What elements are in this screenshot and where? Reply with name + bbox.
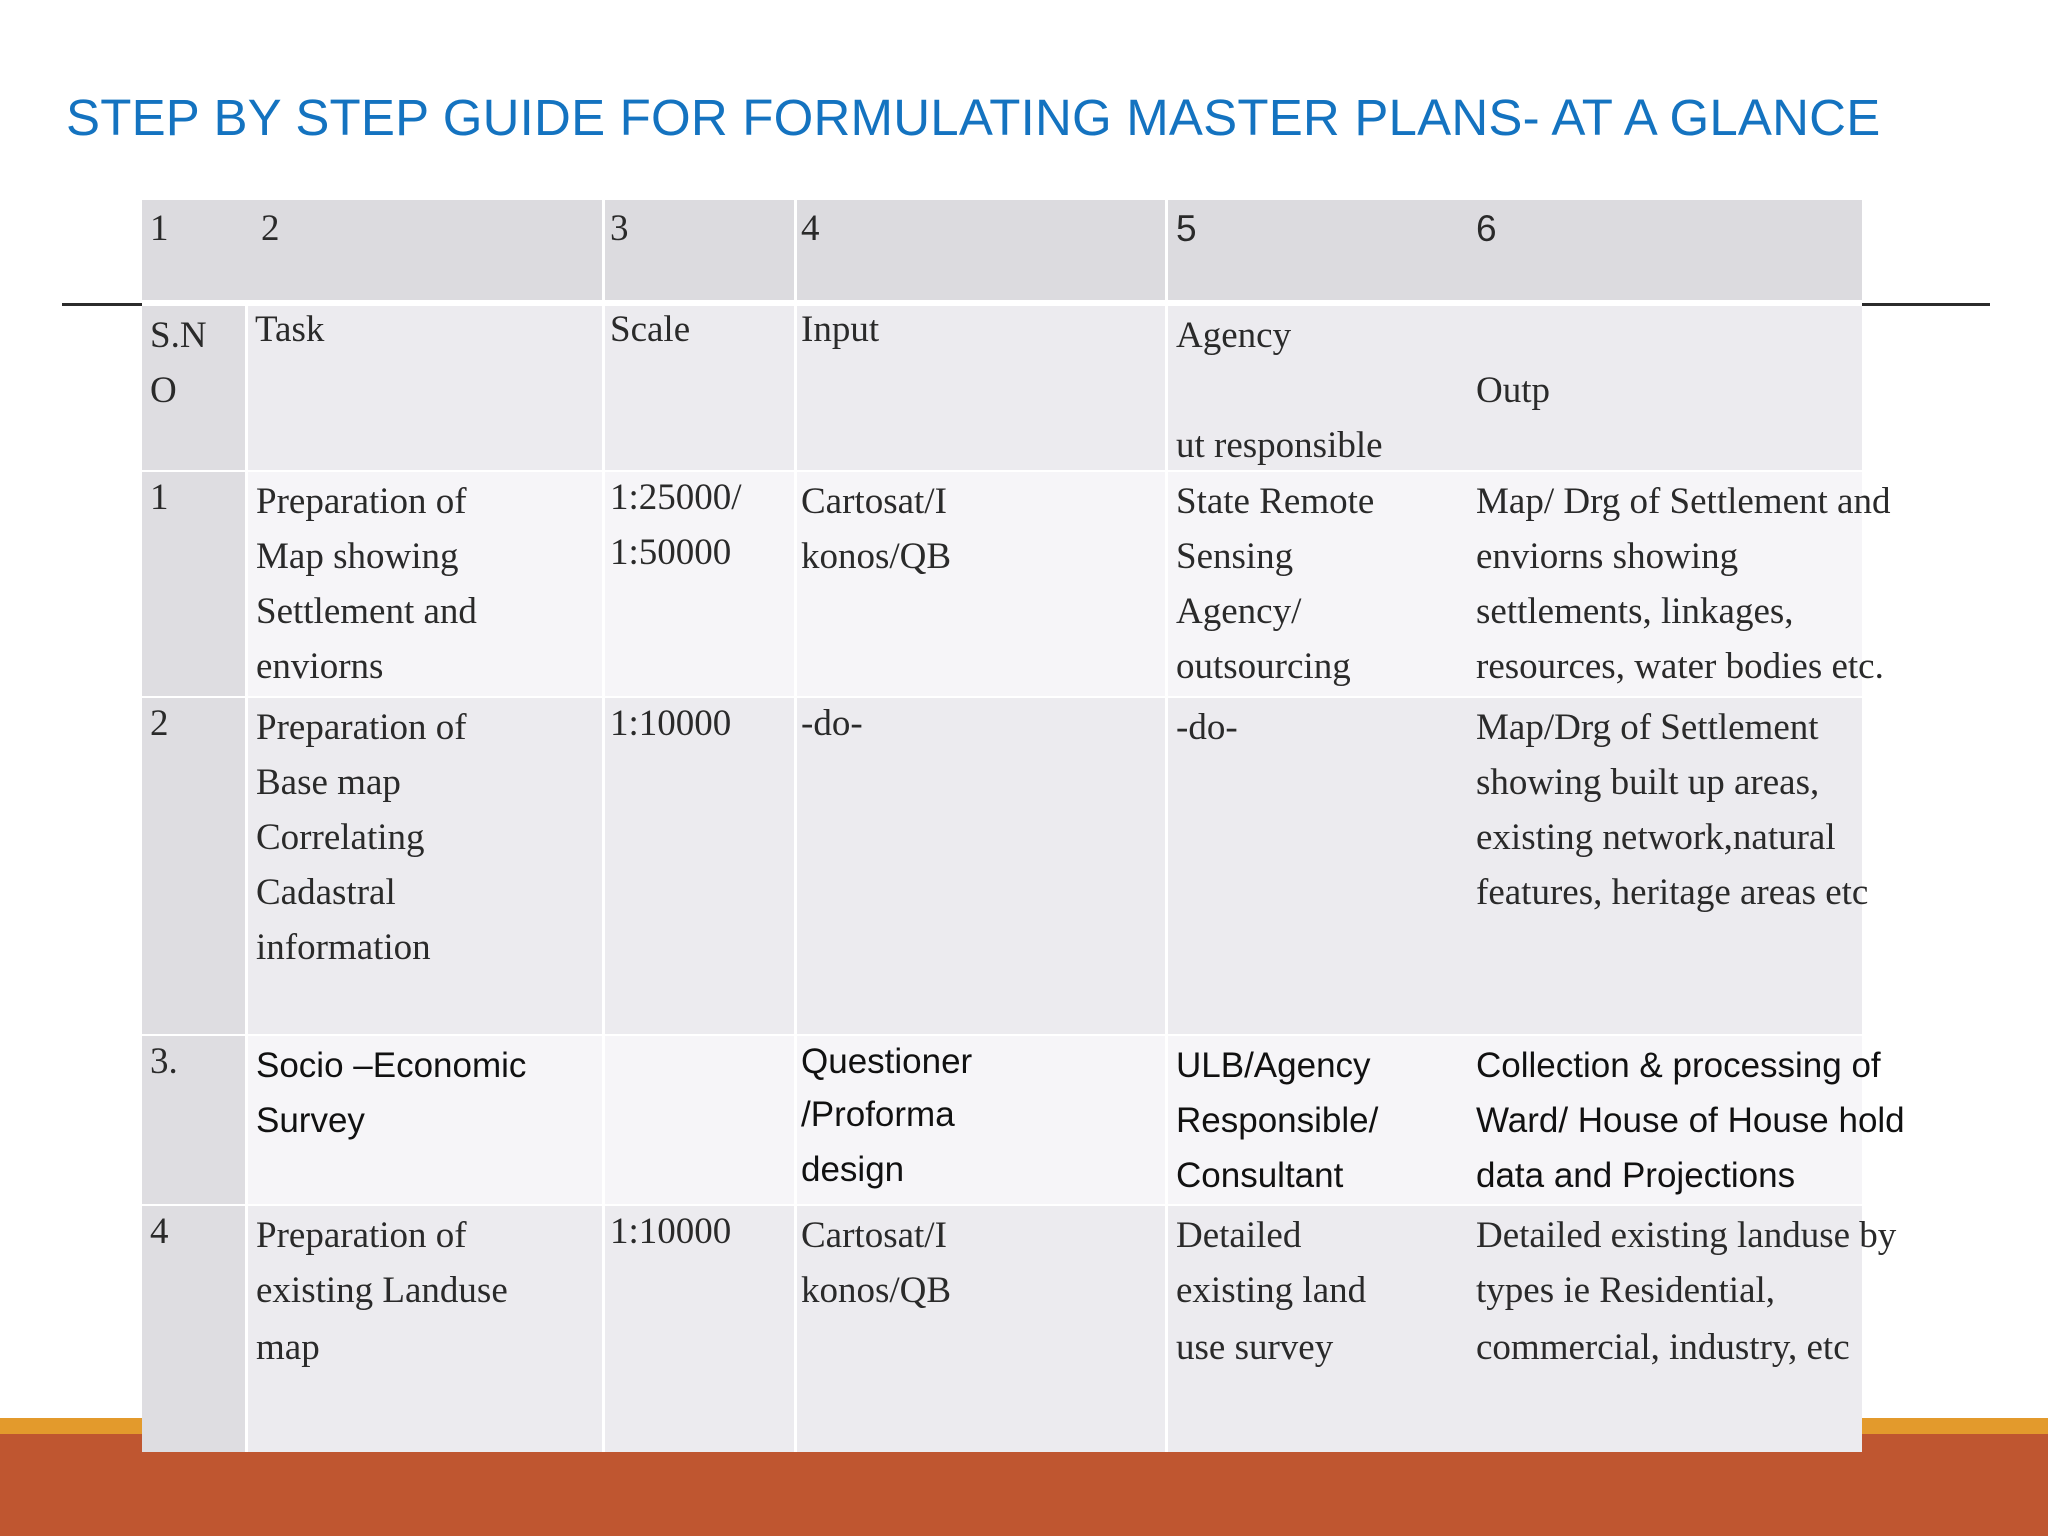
row-output-line: resources, water bodies etc. <box>1476 646 1884 687</box>
row-scale-line: 1:50000 <box>610 532 732 573</box>
row-sno: 3. <box>150 1041 178 1082</box>
row-task-line: Cadastral <box>256 872 396 913</box>
row-scale-line: 1:10000 <box>610 1211 732 1252</box>
table-row <box>142 1036 1905 1204</box>
column-number-3: 3 <box>610 208 629 249</box>
row-output-line: types ie Residential, <box>1476 1270 1776 1311</box>
row-input-line: konos/QB <box>801 1270 952 1311</box>
row-task-line: existing Landuse <box>256 1270 508 1311</box>
row-input-line: Cartosat/I <box>801 1215 947 1256</box>
row-agency-line: -do- <box>1176 707 1238 748</box>
row-agency-line: Agency/ <box>1176 591 1302 632</box>
header-sno-line1: S.N <box>150 315 207 356</box>
row-task-line: Preparation of <box>256 1215 467 1256</box>
row-output-line: data and Projections <box>1476 1156 1796 1195</box>
header-sno-line2: O <box>150 370 177 411</box>
row-input-line: Cartosat/I <box>801 481 947 522</box>
row-task-line: map <box>256 1327 320 1368</box>
row-output-line: Detailed existing landuse by <box>1476 1215 1897 1256</box>
table-row <box>142 698 1869 1034</box>
header-scale: Scale <box>610 309 691 350</box>
row-agency-line: ULB/Agency <box>1176 1046 1371 1085</box>
row-scale-line: 1:10000 <box>610 703 732 744</box>
header-cell-3 <box>605 200 794 300</box>
row-task-line: Survey <box>256 1101 365 1140</box>
row-output-line: features, heritage areas etc <box>1476 872 1869 913</box>
row-output-line: Ward/ House of House hold <box>1476 1101 1905 1140</box>
row-agency-line: outsourcing <box>1176 646 1351 687</box>
header-input: Input <box>801 309 880 350</box>
row-input-line: -do- <box>801 703 863 744</box>
row-agency-line: use survey <box>1176 1327 1334 1368</box>
row-agency-line: Sensing <box>1176 536 1294 577</box>
master-plan-table <box>142 200 1905 1452</box>
header-cell-4 <box>797 200 1165 300</box>
row-output-line: Collection & processing of <box>1476 1046 1881 1085</box>
row-task-line: Settlement and <box>256 591 477 632</box>
row-sno: 4 <box>150 1211 169 1252</box>
row-task-line: Correlating <box>256 817 425 858</box>
header-cell-5-6 <box>1168 200 1862 300</box>
divider-right <box>1862 303 1990 306</box>
row-output-line: showing built up areas, <box>1476 762 1820 803</box>
header-agency-line2: ut responsible <box>1176 425 1383 466</box>
row-output-line: Map/Drg of Settlement <box>1476 707 1819 748</box>
column-number-1: 1 <box>150 208 169 249</box>
row-agency-line: Consultant <box>1176 1156 1344 1195</box>
column-number-4: 4 <box>801 208 820 249</box>
row-task-line: enviorns <box>256 646 384 687</box>
header-agency: Agency <box>1176 315 1292 356</box>
row-input-line: Questioner <box>801 1042 973 1081</box>
row-input-line: design <box>801 1150 905 1189</box>
row-agency-line: State Remote <box>1176 481 1375 522</box>
row-task-line: Socio –Economic <box>256 1046 527 1085</box>
row-input-line: /Proforma <box>801 1095 955 1134</box>
row-output-line: settlements, linkages, <box>1476 591 1794 632</box>
header-output: Outp <box>1476 370 1550 411</box>
header-task: Task <box>255 309 325 350</box>
table-row <box>142 1206 1897 1452</box>
slide-title: STEP BY STEP GUIDE FOR FORMULATING MASTER PLANS- AT A GLANCE <box>66 89 1881 146</box>
table-row <box>142 472 1891 696</box>
column-number-2: 2 <box>261 208 280 249</box>
row-output-line: enviorns showing <box>1476 536 1739 577</box>
row-output-line: Map/ Drg of Settlement and <box>1476 481 1891 522</box>
row-task-line: Map showing <box>256 536 459 577</box>
row-input-line: konos/QB <box>801 536 952 577</box>
row-agency-line: Detailed <box>1176 1215 1302 1256</box>
header-cell-1-2 <box>142 200 602 300</box>
row-agency-line: Responsible/ <box>1176 1101 1379 1140</box>
column-number-row <box>142 200 1862 300</box>
row-output-line: commercial, industry, etc <box>1476 1327 1850 1368</box>
column-number-5: 5 <box>1176 208 1197 249</box>
row-task-line: Preparation of <box>256 481 467 522</box>
divider-left <box>62 303 142 306</box>
row-agency-line: existing land <box>1176 1270 1367 1311</box>
row-scale-empty <box>605 1036 794 1204</box>
row-scale-line: 1:25000/ <box>610 477 742 518</box>
row-output-line: existing network,natural <box>1476 817 1836 858</box>
column-number-6: 6 <box>1476 208 1497 249</box>
row-sno: 1 <box>150 477 169 518</box>
header-label-row <box>142 306 1862 470</box>
row-task-line: information <box>256 927 431 968</box>
row-task-line: Base map <box>256 762 401 803</box>
row-sno: 2 <box>150 703 169 744</box>
row-task-line: Preparation of <box>256 707 467 748</box>
